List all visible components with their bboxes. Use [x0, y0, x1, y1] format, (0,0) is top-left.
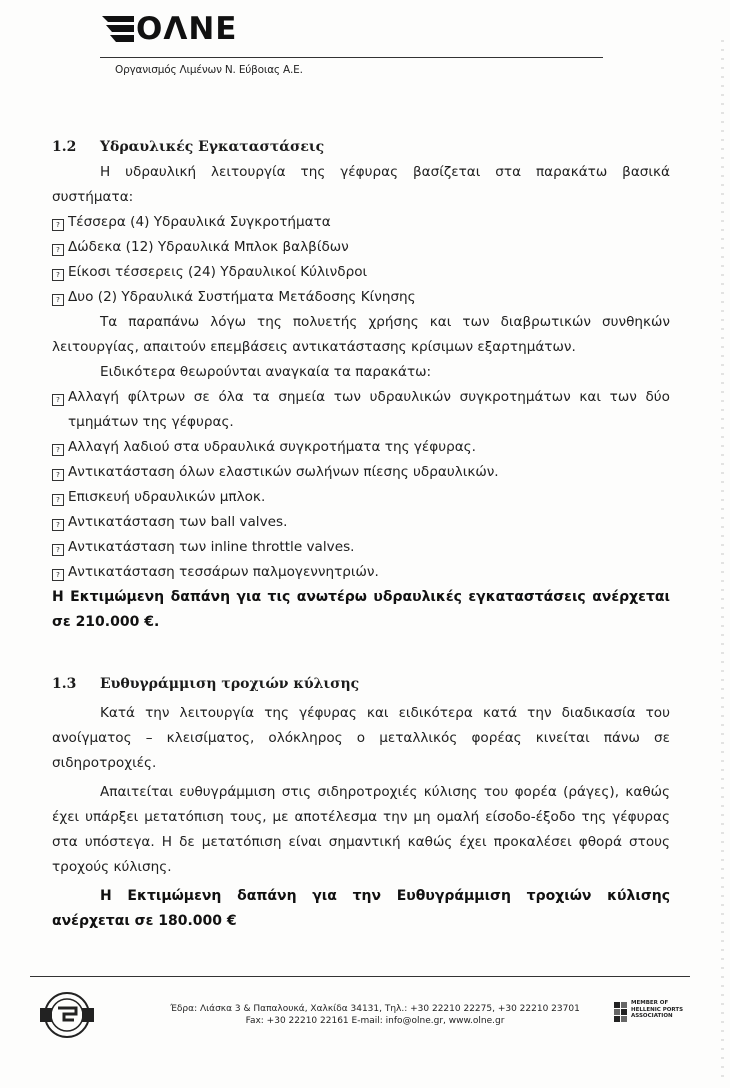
section-heading-1-3 [52, 671, 670, 697]
member-badge-icon [614, 1000, 628, 1024]
organization-name: Οργανισμός Λιμένων Ν. Εύβοιας Α.Ε. [115, 64, 303, 76]
footer-divider [30, 976, 690, 977]
cost-statement-1-3: Η Εκτιμώμενη δαπάνη για την Ευθυγράμμιση τροχιών κύλισης ανέρχεται σε 180.000 € [52, 888, 670, 929]
checkbox-glyph-icon: ? [52, 269, 64, 281]
header-divider [100, 57, 603, 58]
list-item: ? Δώδεκα (12) Υδραυλικά Μπλοκ βαλβίδων [52, 235, 670, 260]
checkbox-glyph-icon: ? [52, 444, 64, 456]
cost-statement-1-2: Η Εκτιμώμενη δαπάνη για τις ανωτέρω υδραυλικές εγκαταστάσεις ανέρχεται σε 210.000 €. [52, 589, 670, 630]
footer-address: Έδρα: Λιάσκα 3 & Παπαλουκά, Χαλκίδα 34131, Τηλ.: +30 22210 22275, +30 22210 23701 [170, 1004, 580, 1014]
section-title: Υδραυλικές Εγκαταστάσεις [100, 139, 325, 155]
checkbox-glyph-icon: ? [52, 294, 64, 306]
member-badge-text: MEMBER OF HELLENIC PORTS ASSOCIATION [631, 1000, 684, 1019]
document-body [52, 134, 670, 934]
checkbox-glyph-icon: ? [52, 544, 64, 556]
checkbox-glyph-icon: ? [52, 469, 64, 481]
systems-list [52, 210, 670, 310]
list-item: ? Τέσσερα (4) Υδραυλικά Συγκροτήματα [52, 210, 670, 235]
checkbox-glyph-icon: ? [52, 244, 64, 256]
list-item: ? Αλλαγή λαδιού στα υδραυλικά συγκροτήματα της γέφυρας. [52, 435, 670, 460]
works-list [52, 385, 670, 585]
scan-artifact [721, 40, 724, 1080]
footer-contact [160, 1003, 590, 1027]
list-item: ? Είκοσι τέσσερεις (24) Υδραυλικοί Κύλινδροι [52, 260, 670, 285]
paragraph-alignment: Απαιτείται ευθυγράμμιση στις σιδηροτροχιές κύλισης του φορέα (ράγες), καθώς έχει υπάρξει μετατόπιση τους, με αποτέλεσμα την μη ομαλή είσοδο-έξοδο της γέφυρας στα υπόστεγα. Η δε μετατόπιση είναι σημαντική καθώς έχει προκαλέσει φθορά στους τροχούς κύλισης. [52, 784, 670, 875]
port-seal-logo-icon [38, 990, 96, 1040]
paragraph-intro: Η υδραυλική λειτουργία της γέφυρας βασίζεται στα παρακάτω βασικά συστήματα: [52, 164, 670, 205]
list-item: ? Αντικατάσταση όλων ελαστικών σωλήνων πίεσης υδραυλικών. [52, 460, 670, 485]
footer-fax-email: Fax: +30 22210 22161 E-mail: info@olne.gr, www.olne.gr [245, 1016, 505, 1026]
paragraph-wear: Τα παραπάνω λόγω της πολυετής χρήσης και των διαβρωτικών συνθηκών λειτουργίας, απαιτούν επεμβάσεις αντικατάστασης κρίσιμων εξαρτημάτων. [52, 314, 670, 355]
section-number: 1.2 [52, 139, 77, 155]
olne-logo [100, 11, 238, 47]
checkbox-glyph-icon: ? [52, 219, 64, 231]
logo-stripes-icon [100, 14, 134, 44]
list-item: ? Επισκευή υδραυλικών μπλοκ. [52, 485, 670, 510]
list-item: ? Δυο (2) Υδραυλικά Συστήματα Μετάδοσης Κίνησης [52, 285, 670, 310]
checkbox-glyph-icon: ? [52, 394, 64, 406]
section-title: Ευθυγράμμιση τροχιών κύλισης [100, 676, 360, 692]
checkbox-glyph-icon: ? [52, 569, 64, 581]
member-badge [614, 1000, 691, 1024]
paragraph-required: Ειδικότερα θεωρούνται αναγκαία τα παρακάτω: [100, 364, 432, 380]
section-heading-1-2 [52, 134, 670, 160]
list-item: ? Αντικατάσταση των ball valves. [52, 510, 670, 535]
list-item: ? Αλλαγή φίλτρων σε όλα τα σημεία των υδραυλικών συγκροτημάτων και των δύο τμημάτων της γέφυρας. [52, 385, 670, 435]
logo-text: ΟΛΝΕ [136, 11, 238, 47]
checkbox-glyph-icon: ? [52, 519, 64, 531]
list-item: ? Αντικατάσταση τεσσάρων παλμογεννητριών. [52, 560, 670, 585]
checkbox-glyph-icon: ? [52, 494, 64, 506]
list-item: ? Αντικατάσταση των inline throttle valves. [52, 535, 670, 560]
paragraph-operation: Κατά την λειτουργία της γέφυρας και ειδικότερα κατά την διαδικασία του ανοίγματος – κλεισίματος, ολόκληρος ο μεταλλικός φορέας κινείται πάνω σε σιδηροτροχιές. [52, 705, 670, 771]
section-number: 1.3 [52, 676, 77, 692]
